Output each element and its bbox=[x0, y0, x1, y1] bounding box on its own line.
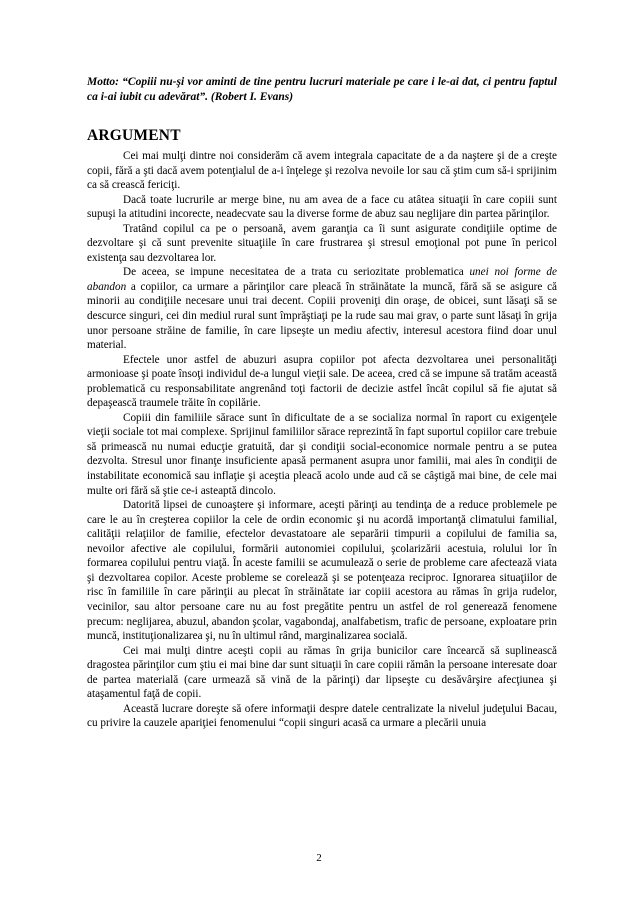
paragraph: Tratând copilul ca pe o persoană, avem garanţia ca îi sunt asigurate condiţiile optime de dezvoltare şi că sunt prevenite situaţiile în care frustrarea şi stresul emoţional pot pune în pericol existenţa sau dezvoltarea lor. bbox=[87, 222, 557, 264]
page-number: 2 bbox=[316, 852, 322, 864]
paragraph bbox=[87, 265, 557, 352]
emphasized-text: unei noi forme de abandon bbox=[87, 266, 557, 293]
paragraph: Copiii din familiile sărace sunt în dificultate de a se socializa normal în raport cu exigenţele vieţii sociale tot mai complexe. Sprijinul familiilor sărace reprezintă în fapt suportul copiilor care trebuie să primească nu numai educţie gratuită, dar şi condiţii social-economice normale pentru a se putea dezvolta. Stresul unor finanţe insuficiente apasă permanent asupra unor familii, mai ales în condiţii de instabilitate economică sau inflaţie şi aceştia pleacă acolo unde aud că se câştigă mai bine, de cele mai multe ori fără să ştie ce-i asteaptă dincolo. bbox=[87, 411, 557, 497]
paragraph-text: a copiilor, ca urmare a părinţilor care pleacă în străinătate la muncă, fără să se asigure că minorii au condiţiile necesare unui trai decent. Copiii proveniţi din oraşe, de obicei, sunt lăsaţi să se descurce singuri, cei din mediul rural sunt împrăştiaţi pe la rude sau mai grav, o parte sunt lăsaţi în grija unor persoane străine de familie, în care lipseşte un mediu afectiv, interesul acestora fiind doar unul material. bbox=[87, 280, 557, 352]
paragraph: Dacă toate lucrurile ar merge bine, nu am avea de a face cu atâtea situaţii în care copiii sunt supuşi la atitudini incorecte, neadecvate sau la diverse forme de abuz sau neglijare din partea părinţilor. bbox=[87, 193, 557, 221]
page-content bbox=[87, 75, 557, 731]
paragraph: Datorită lipsei de cunoaştere şi informare, aceşti părinţi au tendinţa de a reduce problemele pe care le au în creşterea copiilor la cele de ordin economic şi nu acordă importanţă climatului familial, calităţii relaţiilor de familie, efectelor devastatoare ale separării timpurii a copilului de familia sa, nevoilor afective ale copilului, formării autonomiei copilului, şcolarizării acestuia, rolului lor în formarea copilului pentru viaţă. În aceste familii se acumulează o serie de probleme care afectează viata şi dezvoltarea copilor. Aceste probleme se corelează şi se potenţeaza reciproc. Ignorarea situaţiilor de risc în familiile în care părinţii au plecat în străinătate iar copiii acestora au rămas în grija rudelor, vecinilor, sau altor persoane care nu au fost pregătite pentru un astfel de rol generează fenomene precum: neglijarea, abuzul, abandon şcolar, vagabondaj, analfabetism, trafic de persoane, exploatare prin muncă, instituţionalizarea şi, nu în ultimul rând, marginalizarea socială. bbox=[87, 499, 557, 643]
paragraph: Cei mai mulţi dintre aceşti copii au rămas în grija bunicilor care încearcă să suplinească dragostea părinţilor cum ştiu ei mai bine dar sunt situaţii în care copiii rămân la persoane interesate doar de partea materială (care urmează să vină de la părinţi) dar lipseşte cu desăvârşire afecţiunea şi ataşamentul faţă de copii. bbox=[87, 644, 557, 701]
section-heading: ARGUMENT bbox=[87, 127, 181, 144]
paragraph: Cei mai mulţi dintre noi considerăm că avem integrala capacitate de a da naştere şi de a creşte copii, fără a şti dacă avem potenţialul de a-i înţelege şi rezolva nevoile lor sau că ştim cum să-i sprijinim ca să crească fericiţi. bbox=[87, 150, 557, 192]
paragraph: Efectele unor astfel de abuzuri asupra copiilor pot afecta dezvoltarea unei personalităţi armonioase şi poate însoţi individul de-a lungul vieţii sale. De aceea, cred că se impune să tratăm această problematică cu responsabilitate angrenând toţi factorii de decizie astfel încât copilul să fie ajutat să depaşească traumele trăite în copilărie. bbox=[87, 353, 558, 410]
motto-quote: Motto: “Copiii nu-şi vor aminti de tine pentru lucruri materiale pe care i le-ai dat, ci pentru faptul ca i-ai iubit cu adevărat”. (Robert I. Evans) bbox=[87, 76, 557, 103]
paragraph: Această lucrare doreşte să ofere informaţii despre datele centralizate la nivelul judeţului Bacau, cu privire la cauzele apariţiei fenomenului “copii singuri acasă ca urmare a plecării unuia bbox=[87, 702, 557, 730]
paragraph-text: De aceea, se impune necesitatea de a trata cu seriozitate problematica bbox=[123, 266, 470, 279]
